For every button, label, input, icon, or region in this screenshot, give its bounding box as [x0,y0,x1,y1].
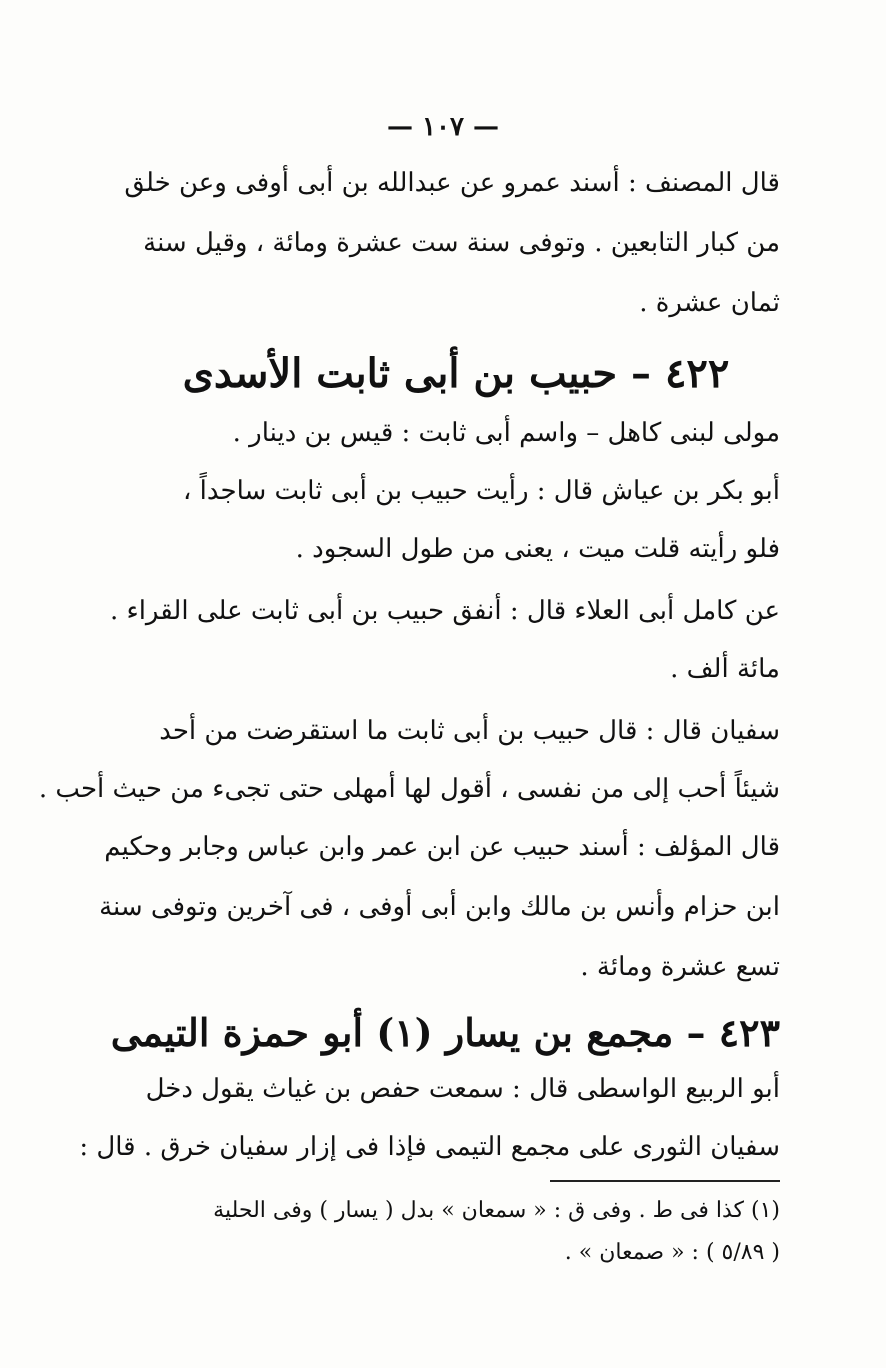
text-line: ابن حزام وأنس بن مالك وابن أبى أوفى ، فى آخرين وتوفى سنة [99,892,780,922]
footnote-line: ( ٥/٨٩ ) : « صمعان » . [564,1240,780,1265]
entry-heading-423: ٤٢٣ – مجمع بن يسار (١) أبو حمزة التيمى [110,1010,780,1055]
text-line: سفيان قال : قال حبيب بن أبى ثابت ما استقرضت من أحد [159,716,780,746]
text-line: ثمان عشرة . [639,288,780,318]
footnote-line: (١) كذا فى ط . وفى ق : « سمعان » بدل ( يسار ) وفى الحلية [213,1198,780,1223]
text-line: سفيان الثورى على مجمع التيمى فإذا فى إزار سفيان خرق . قال : [79,1132,780,1162]
text-line: من كبار التابعين . وتوفى سنة ست عشرة ومائة ، وقيل سنة [143,228,780,258]
text-line: شيئاً أحب إلى من نفسى ، أقول لها أمهلى حتى تجىء من حيث أحب . [38,774,780,804]
text-line: فلو رأيته قلت ميت ، يعنى من طول السجود . [295,534,780,564]
entry-heading-422: ٤٢٢ – حبيب بن أبى ثابت الأسدى [182,350,730,397]
page-number: — ١٠٧ — [386,112,500,142]
footnote-separator [550,1180,780,1182]
text-line: أبو الربيع الواسطى قال : سمعت حفص بن غياث يقول دخل [145,1074,780,1104]
text-line: أبو بكر بن عياش قال : رأيت حبيب بن أبى ثابت ساجداً ، [182,476,780,506]
text-line: مائة ألف . [670,654,780,684]
text-line: قال المصنف : أسند عمرو عن عبدالله بن أبى أوفى وعن خلق [124,168,780,198]
text-line: عن كامل أبى العلاء قال : أنفق حبيب بن أبى ثابت على القراء . [109,596,780,626]
text-line: قال المؤلف : أسند حبيب عن ابن عمر وابن عباس وجابر وحكيم [104,832,780,862]
text-line: تسع عشرة ومائة . [580,952,780,982]
text-line: مولى لبنى كاهل – واسم أبى ثابت : قيس بن دينار . [232,418,780,448]
